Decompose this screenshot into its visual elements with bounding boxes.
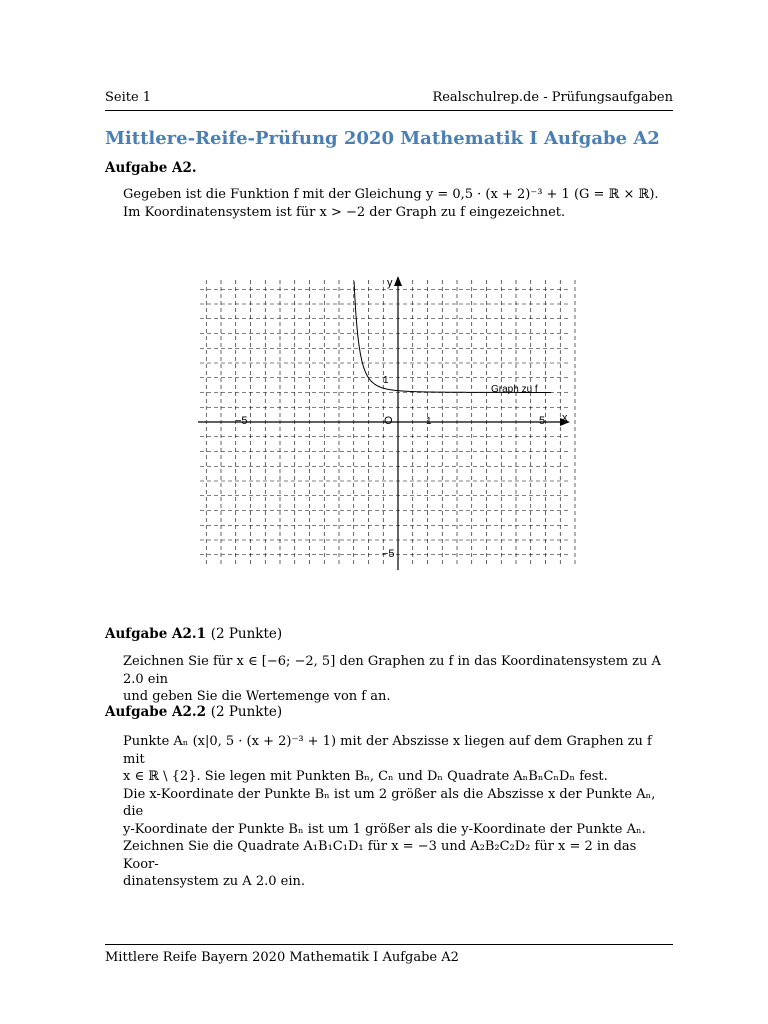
a21-title: Aufgabe A2.1 [105, 626, 206, 642]
x-tick-label-neg5: −5 [235, 415, 248, 427]
a2-text [123, 186, 673, 221]
a21-points: (2 Punkte) [210, 626, 283, 642]
a22-title: Aufgabe A2.2 [105, 704, 206, 720]
x-axis-label: x [562, 412, 568, 424]
x-tick-label-1: 1 [426, 416, 432, 427]
y-tick-label-neg5: −5 [382, 548, 395, 560]
y-tick-label-1: 1 [383, 375, 389, 386]
a22-line-6: dinatensystem zu A 2.0 ein. [123, 874, 305, 889]
page-footer: Mittlere Reife Bayern 2020 Mathematik I Aufgabe A2 [105, 944, 673, 965]
a22-points: (2 Punkte) [210, 704, 283, 720]
source-name: Realschulrep.de - Prüfungsaufgaben [432, 90, 673, 105]
a2-line-1: Gegeben ist die Funktion f mit der Gleichung y = 0,5 · (x + 2)⁻³ + 1 (G = ℝ × ℝ). [123, 187, 659, 202]
a21-line-2: und geben Sie die Wertemenge von f an. [123, 689, 391, 704]
a22-line-4: y-Koordinate der Punkte Bₙ ist um 1 größer als die y-Koordinate der Punkte Aₙ. [123, 821, 646, 837]
a22-text [123, 733, 673, 891]
a22-heading [105, 704, 282, 720]
a21-line-1: Zeichnen Sie für x ∈ [−6; −2, 5] den Graphen zu f in das Koordinatensystem zu A 2.0 ein [123, 654, 661, 687]
document-page [105, 0, 673, 1024]
a22-line-3: Die x-Koordinate der Punkte Bₙ ist um 2 größer als die Abszisse x der Punkte Aₙ, die [123, 786, 656, 819]
y-axis-arrow [394, 276, 402, 286]
origin-label: O [384, 415, 393, 427]
page-title: Mittlere-Reife-Prüfung 2020 Mathematik I Aufgabe A2 [105, 128, 660, 149]
page-number: Seite 1 [105, 90, 152, 105]
a22-line-2: x ∈ ℝ \ {2}. Sie legen mit Punkten Bₙ, Cₙ und Dₙ Quadrate AₙBₙCₙDₙ fest. [123, 769, 608, 784]
x-tick-label-5: 5 [539, 415, 546, 427]
a2-heading: Aufgabe A2. [105, 160, 197, 176]
a2-line-2: Im Koordinatensystem ist für x > −2 der Graph zu f eingezeichnet. [123, 204, 566, 220]
a22-line-1: Punkte Aₙ (x|0, 5 · (x + 2)⁻³ + 1) mit der Abszisse x liegen auf dem Graphen zu f mit [123, 734, 652, 767]
coordinate-system [198, 272, 576, 572]
y-axis-label: y [387, 277, 393, 289]
a22-line-5: Zeichnen Sie die Quadrate A₁B₁C₁D₁ für x = −3 und A₂B₂C₂D₂ für x = 2 in das Koor- [123, 839, 637, 872]
a21-heading [105, 626, 282, 642]
a21-text [123, 653, 673, 706]
page-header [105, 90, 673, 111]
curve-label: Graph zu f [491, 384, 538, 395]
